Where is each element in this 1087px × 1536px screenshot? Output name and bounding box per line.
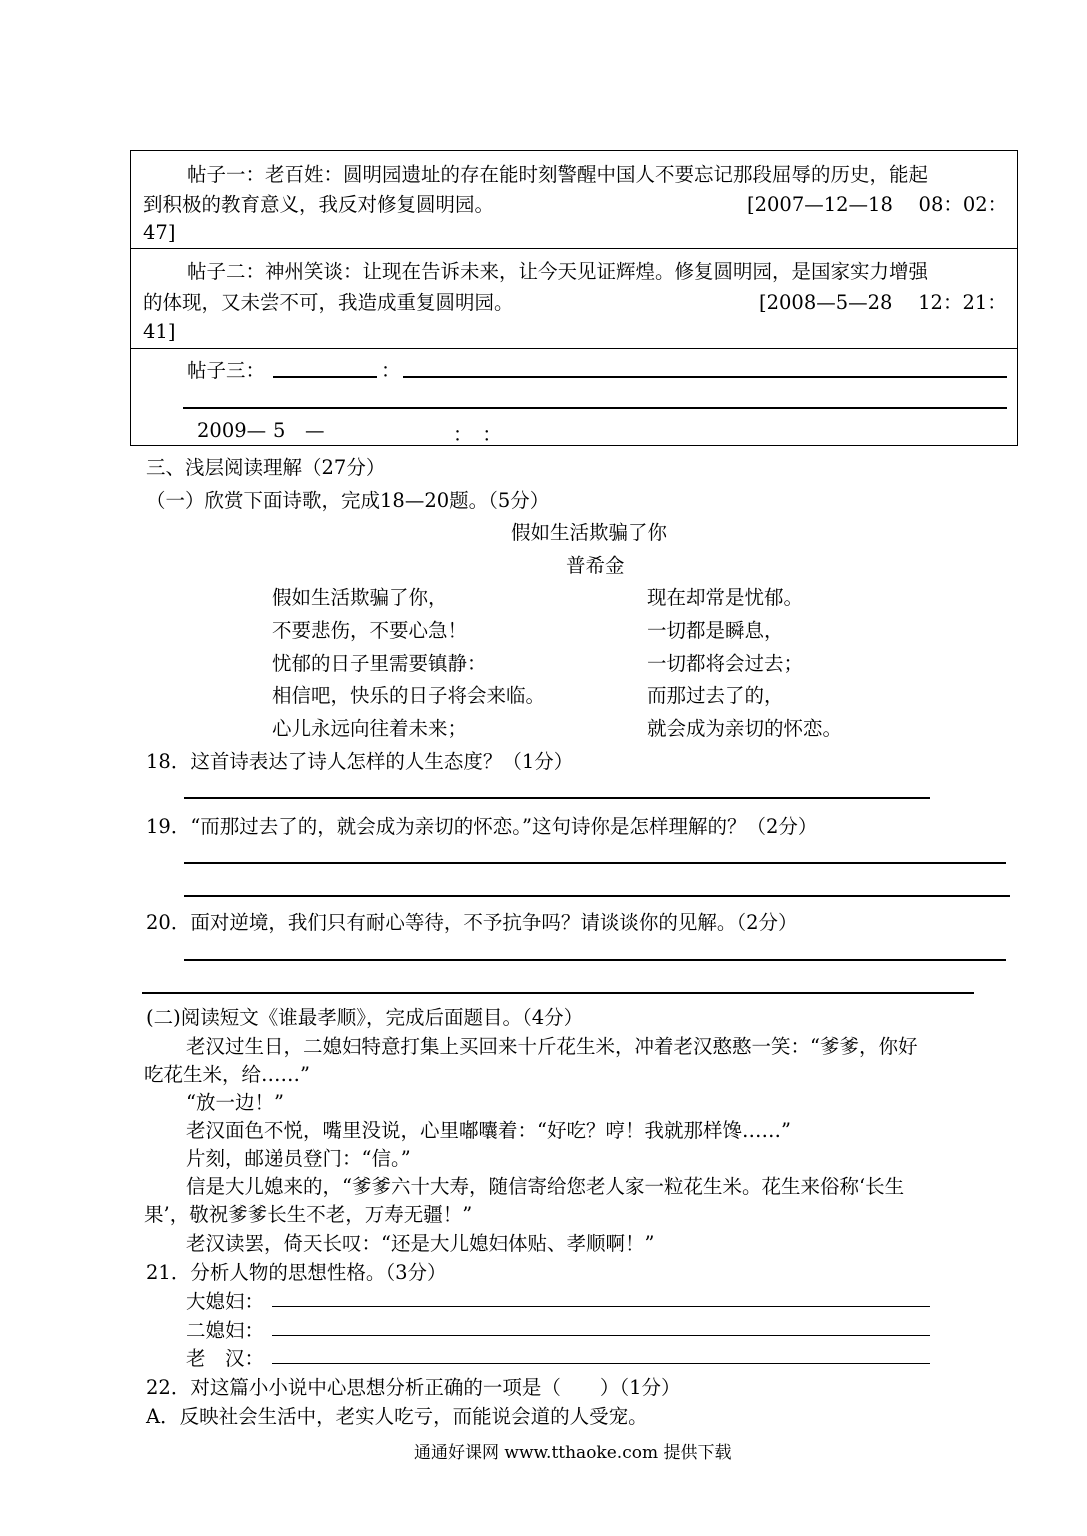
post-2-line1: 帖子二：神州笑谈：让现在告诉未来，让今天见证辉煌。修复圆明园，是国家实力增强 [187, 260, 929, 283]
post-3-content-blank-2[interactable] [183, 407, 1007, 409]
story-paragraph: 片刻，邮递员登门：“信。” [186, 1147, 411, 1170]
question-20: 20．面对逆境，我们只有耐心等待，不予抗争吗？请谈谈你的见解。（2分） [146, 911, 798, 934]
post-2-timestamp-end: 41] [143, 320, 176, 343]
post-3 [131, 348, 1017, 445]
answer-20-line[interactable] [184, 959, 1006, 961]
answer-18-line[interactable] [184, 797, 930, 799]
q21-answer-line[interactable] [272, 1306, 930, 1307]
post-3-author-blank[interactable] [273, 376, 377, 378]
post-2-line2: 的体现，又未尝不可，我造成重复圆明园。 [143, 291, 514, 314]
part-1-heading: （一）欣赏下面诗歌，完成18—20题。（5分） [146, 489, 550, 512]
answer-20-line-2[interactable] [142, 992, 974, 994]
post-3-colon: ： [381, 359, 401, 382]
post-3-label: 帖子三： [187, 359, 266, 382]
question-19: 19．“而那过去了的，就会成为亲切的怀恋。”这句诗你是怎样理解的？（2分） [146, 815, 818, 838]
post-1-line1: 帖子一：老百姓：圆明园遗址的存在能时刻警醒中国人不要忘记那段屈辱的历史，能起 [187, 163, 929, 186]
post-3-date-year: 2009— [197, 419, 267, 442]
page-footer: 通通好课网 www.tthaoke.com 提供下载 [414, 1443, 732, 1463]
story-paragraph: 老汉过生日，二媳妇特意打集上买回来十斤花生米，冲着老汉憨憨一笑：“爹爹，你好 [186, 1035, 918, 1058]
post-3-content-blank[interactable] [403, 376, 1007, 378]
post-3-date-month: 5 [273, 419, 286, 442]
post-1-line2: 到积极的教育意义，我反对修复圆明园。 [143, 193, 495, 216]
story-paragraph: 信是大儿媳来的，“爹爹六十大寿，随信寄给您老人家一粒花生米。花生来俗称‘长生 [186, 1175, 905, 1198]
poem-right-line: 一切都是瞬息， [647, 619, 784, 642]
question-18: 18．这首诗表达了诗人怎样的人生态度？（1分） [146, 750, 574, 773]
post-3-time-colons: ： ： [453, 423, 502, 446]
q21-item-label: 老 汉： [186, 1347, 265, 1370]
question-22-option-a: A．反映社会生活中，老实人吃亏，而能说会道的人受宠。 [146, 1405, 648, 1428]
poem-left-line: 不要悲伤，不要心急！ [272, 619, 468, 642]
story-paragraph: “放一边！” [186, 1091, 284, 1114]
poem-left-line: 心儿永远向往着未来； [272, 717, 468, 740]
post-3-date-dash: — [305, 419, 325, 442]
poem-right-line: 现在却常是忧郁。 [647, 586, 804, 609]
post-2 [131, 248, 1017, 349]
poem-left-line: 假如生活欺骗了你， [272, 586, 448, 609]
poem-left-line: 相信吧，快乐的日子将会来临。 [272, 684, 546, 707]
story-paragraph: 老汉读罢，倚天长叹：“还是大儿媳妇体贴、孝顺啊！” [186, 1232, 655, 1255]
q21-item-label: 二媳妇： [186, 1319, 265, 1342]
poem-left-line: 忧郁的日子里需要镇静： [272, 652, 487, 675]
poem-author: 普希金 [566, 554, 625, 577]
poem-title: 假如生活欺骗了你 [511, 521, 668, 544]
post-1-timestamp: [2007—12—18 08：02： [747, 193, 1008, 216]
story-paragraph-cont: 吃花生米，给……” [144, 1063, 310, 1086]
post-1-timestamp-end: 47] [143, 221, 176, 244]
q21-answer-line[interactable] [272, 1335, 930, 1336]
answer-19-line[interactable] [184, 862, 1006, 864]
poem-right-line: 就会成为亲切的怀恋。 [647, 717, 843, 740]
forum-posts-table [130, 150, 1018, 446]
answer-19-line-2[interactable] [184, 895, 1010, 897]
poem-right-line: 而那过去了的， [647, 684, 784, 707]
part-2-heading: (二)阅读短文《谁最孝顺》，完成后面题目。（4分） [146, 1006, 584, 1029]
poem-right-line: 一切都将会过去； [647, 652, 804, 675]
story-paragraph: 老汉面色不悦，嘴里没说，心里嘟囔着：“好吃？哼！我就那样馋……” [186, 1119, 791, 1142]
question-22: 22．对这篇小小说中心思想分析正确的一项是（ ）（1分） [146, 1376, 681, 1399]
post-1 [131, 151, 1017, 249]
post-2-timestamp: [2008—5—28 12：21： [759, 291, 1007, 314]
q21-answer-line[interactable] [272, 1363, 930, 1364]
question-21: 21．分析人物的思想性格。（3分） [146, 1261, 447, 1284]
story-paragraph-cont: 果’，敬祝爹爹长生不老，万寿无疆！” [144, 1203, 473, 1226]
q21-item-label: 大媳妇： [186, 1290, 265, 1313]
section-3-title: 三、浅层阅读理解（27分） [146, 456, 386, 479]
